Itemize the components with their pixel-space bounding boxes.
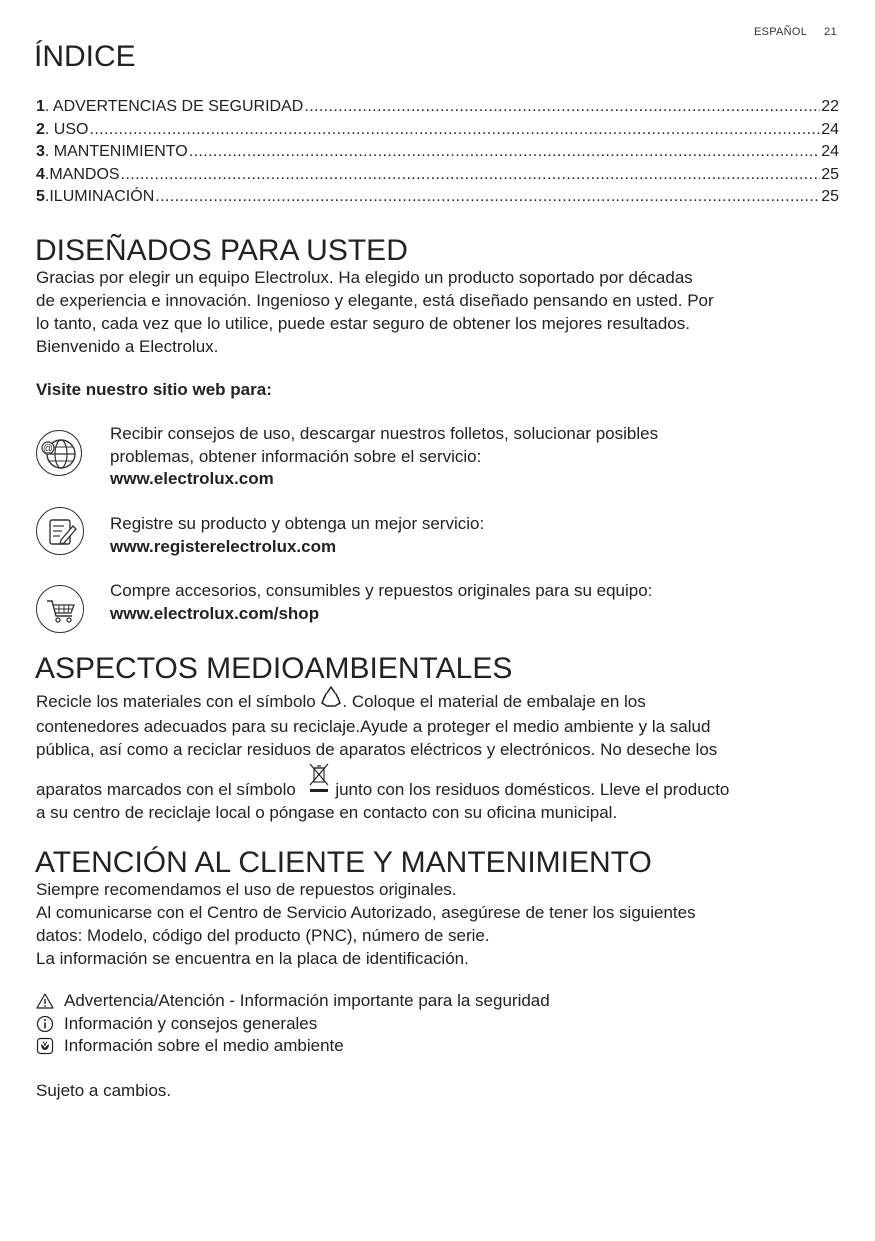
service-paragraph (36, 878, 836, 970)
designed-title: DISEÑADOS PARA USTED (35, 234, 408, 267)
environment-line (36, 778, 836, 802)
register-pen-icon (36, 507, 84, 555)
toc-entry-page: 24 (821, 120, 839, 138)
environment-text: junto con los residuos domésticos. Lleve el producto (335, 779, 730, 799)
toc-leader (155, 186, 820, 209)
toc-entry-page: 25 (821, 188, 839, 205)
service-line: Al comunicarse con el Centro de Servicio Autorizado, asegúrese de tener los siguientes (36, 903, 696, 922)
link-block-support (110, 423, 830, 491)
language-label: ESPAÑOL (753, 26, 807, 38)
designed-line: Bienvenido a Electrolux. (36, 337, 219, 356)
designed-line: de experiencia e innovación. Ingenioso y elegante, está diseñado pensando en usted. Por (36, 291, 714, 310)
toc-entry[interactable] (36, 141, 839, 164)
designed-line: lo tanto, cada vez que lo utilice, puede estar seguro de obtener los mejores resultados. (36, 314, 690, 333)
crossed-bin-icon (307, 761, 331, 801)
toc-entry-label: . USO (44, 120, 89, 138)
page-number: 21 (824, 26, 837, 38)
recycle-icon (320, 685, 342, 715)
legend-item (36, 1035, 836, 1058)
toc-entry-number: 5 (36, 188, 45, 205)
environment-paragraph (36, 690, 836, 824)
shopping-cart-icon (36, 585, 84, 633)
toc-entry[interactable] (36, 186, 839, 209)
toc-leader (304, 96, 820, 119)
environment-text: Recicle los materiales con el símbolo (36, 692, 316, 711)
service-line: Siempre recomendamos el uso de repuestos originales. (36, 880, 457, 899)
designed-paragraph (36, 266, 836, 358)
toc-entry[interactable] (36, 164, 839, 187)
svg-text:@: @ (42, 443, 54, 455)
link-block-register (110, 513, 830, 558)
designed-line: Gracias por elegir un equipo Electrolux. Ha elegido un producto soportado por décadas (36, 268, 693, 287)
toc-entry-label: . ADVERTENCIAS DE SEGURIDAD (44, 98, 304, 115)
service-line: La información se encuentra en la placa de identificación. (36, 949, 469, 968)
toc-leader (121, 164, 821, 187)
toc-entry-label: . MANTENIMIENTO (44, 143, 188, 160)
toc-entry-label: .MANDOS (44, 165, 120, 183)
service-title: ATENCIÓN AL CLIENTE Y MANTENIMIENTO (35, 846, 652, 879)
index-title: ÍNDICE (34, 40, 136, 73)
toc-entry-number: 2 (36, 120, 45, 138)
toc-entry-number: 1 (36, 98, 45, 115)
legend-item (36, 990, 836, 1013)
register-link[interactable]: www.registerelectrolux.com (110, 536, 337, 556)
toc-entry-number: 4 (36, 165, 45, 183)
toc-entry-page: 25 (821, 165, 839, 183)
toc-entry-number: 3 (36, 143, 45, 160)
shop-link[interactable]: www.electrolux.com/shop (110, 603, 320, 623)
link-description-line: Compre accesorios, consumibles y repuestos originales para su equipo: (110, 581, 653, 600)
toc-leader (89, 119, 820, 142)
footer-note: Sujeto a cambios. (36, 1081, 172, 1100)
legend-text: Advertencia/Atención - Información importante para la seguridad (64, 991, 550, 1010)
environment-line (36, 690, 836, 715)
link-description-line: problemas, obtener información sobre el servicio: (110, 446, 482, 466)
environment-text: . Coloque el material de embalaje en los (342, 692, 646, 711)
toc-leader (189, 141, 820, 164)
service-line: datos: Modelo, código del producto (PNC), número de serie. (36, 926, 490, 945)
link-description-line: Registre su producto y obtenga un mejor servicio: (110, 514, 485, 533)
link-description-line: Recibir consejos de uso, descargar nuestros folletos, solucionar posibles (110, 424, 659, 443)
environment-line: pública, así como a reciclar residuos de aparatos eléctricos y electrónicos. No deseche los (36, 739, 718, 759)
info-icon (36, 1015, 54, 1033)
electrolux-link[interactable]: www.electrolux.com (110, 469, 274, 488)
legend-text: Información y consejos generales (64, 1013, 318, 1033)
table-of-contents (36, 96, 839, 209)
toc-entry-label: .ILUMINACIÓN (44, 188, 155, 205)
toc-entry[interactable] (36, 119, 839, 142)
page-header (740, 26, 837, 38)
environment-leaf-icon (36, 1037, 54, 1055)
toc-entry-page: 22 (821, 98, 839, 115)
environment-text: aparatos marcados con el símbolo (36, 779, 296, 799)
environment-line: contenedores adecuados para su reciclaje.Ayude a proteger el medio ambiente y la salud (36, 716, 711, 736)
toc-entry[interactable] (36, 96, 839, 119)
environment-line: a su centro de reciclaje local o póngase en contacto con su oficina municipal. (36, 803, 618, 823)
globe-at-icon (36, 430, 82, 476)
visit-label: Visite nuestro sitio web para: (36, 380, 272, 399)
link-block-shop (110, 580, 830, 625)
legend-text: Información sobre el medio ambiente (64, 1036, 344, 1055)
symbol-legend (36, 990, 836, 1058)
legend-item (36, 1013, 836, 1036)
toc-entry-page: 24 (821, 143, 839, 160)
warning-triangle-icon (36, 992, 54, 1010)
environment-title: ASPECTOS MEDIOAMBIENTALES (35, 652, 513, 685)
